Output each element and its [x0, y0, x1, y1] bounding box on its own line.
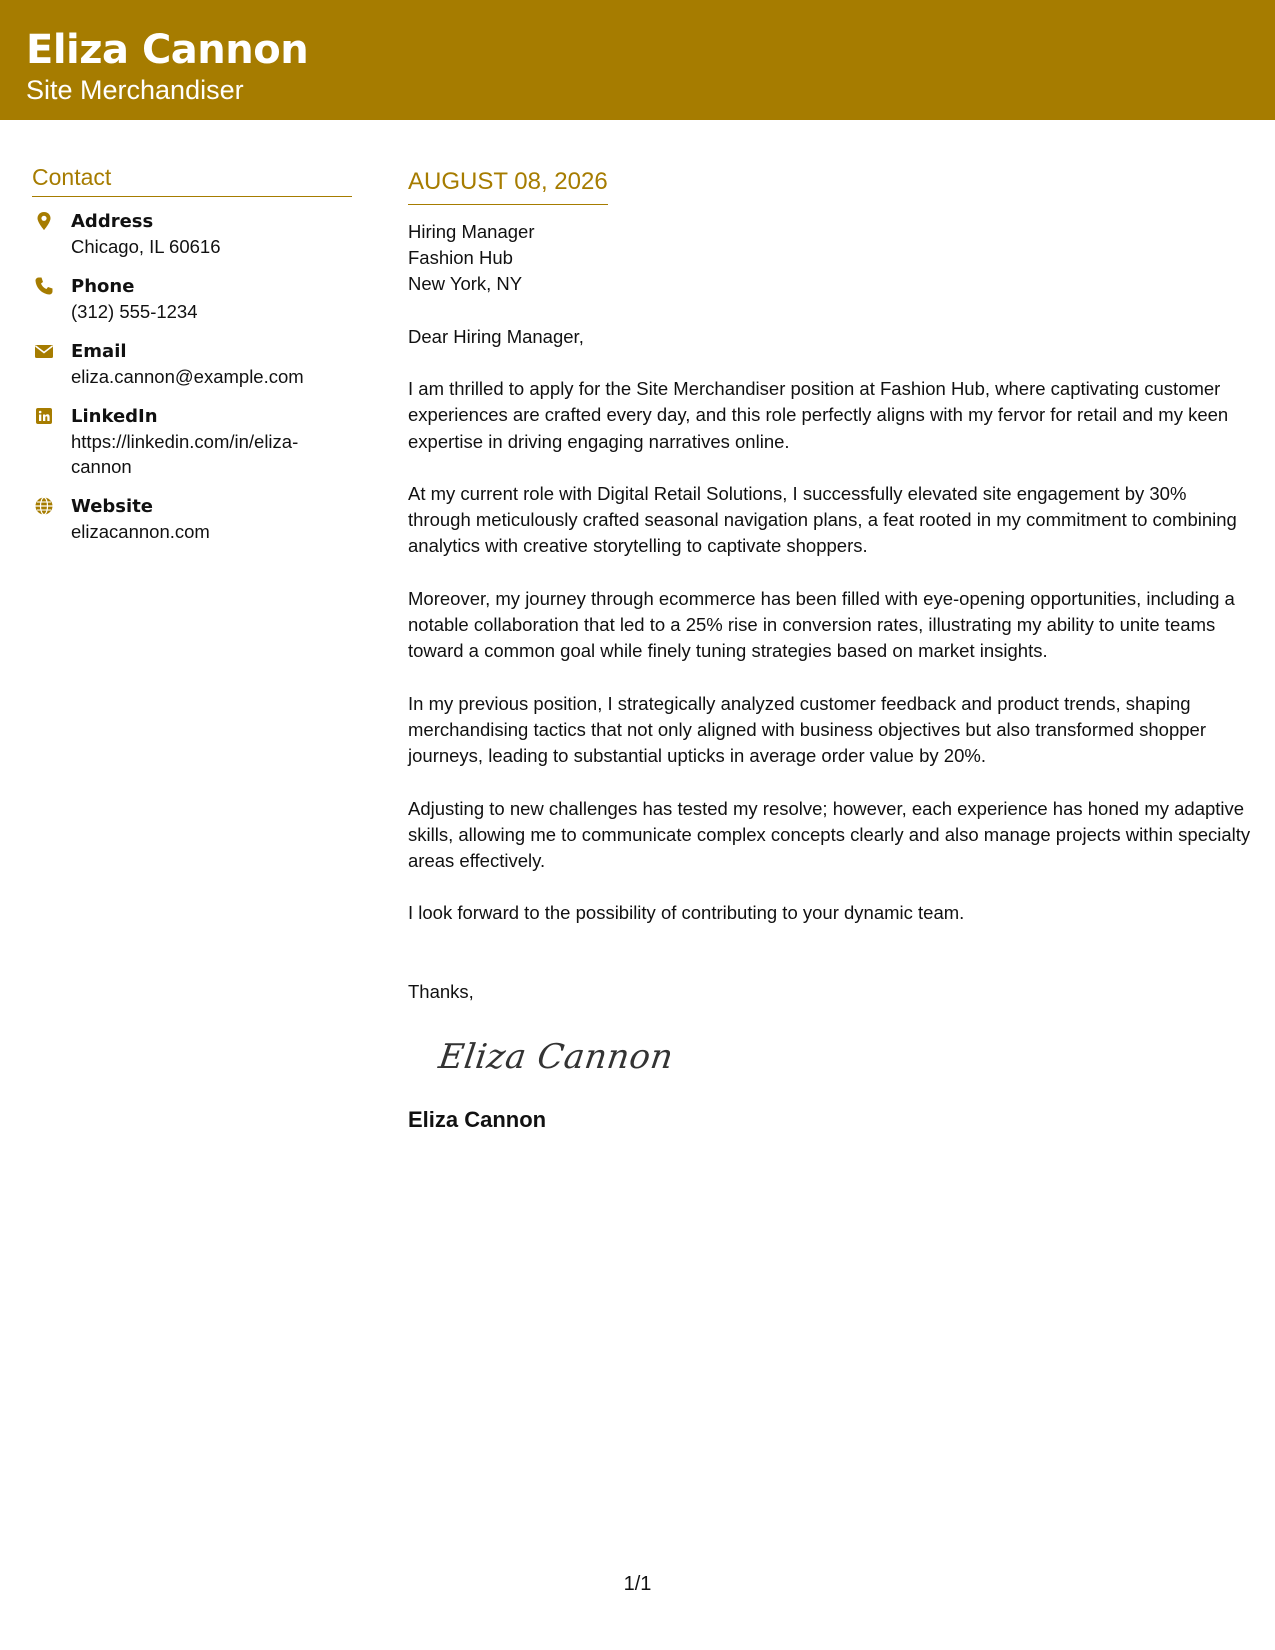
signoff-name: Eliza Cannon: [408, 1106, 547, 1132]
contact-item-linkedin: [32, 404, 352, 479]
letter-date: AUGUST 08, 2026: [408, 164, 608, 205]
letter-body: [408, 164, 1253, 1135]
letter-paragraph: Moreover, my journey through ecommerce has been filled with eye-opening opportunities, including a notable collaboration that led to a 25% rise in conversion rates, illustrating my ability to unite teams toward a common goal while finely tuning strategies based on market insights.: [408, 587, 1235, 662]
recipient-line: Hiring Manager: [408, 221, 535, 242]
contact-value: (312) 555-1234: [71, 301, 198, 322]
handwritten-signature: Eliza Cannon: [436, 1036, 676, 1077]
salutation: Dear Hiring Manager,: [408, 326, 584, 347]
letter-paragraph: At my current role with Digital Retail Solutions, I successfully elevated site engagement by 30% through meticulously crafted seasonal navigation plans, a feat rooted in my commitment to combining analytics with creative storytelling to captivate shoppers.: [408, 482, 1237, 557]
contact-value: eliza.cannon@example.com: [71, 366, 304, 387]
contact-sidebar: [32, 160, 352, 559]
recipient-line: New York, NY: [408, 273, 523, 294]
letter-paragraph: In my previous position, I strategically analyzed customer feedback and product trends, shaping merchandising tactics that not only aligned with business objectives but also transformed shopper journeys, leading to substantial upticks in average order value by 20%.: [408, 692, 1206, 767]
contact-label: Website: [71, 496, 154, 517]
contact-item-address: [32, 209, 352, 259]
globe-icon: [34, 496, 54, 516]
contact-label: Email: [71, 341, 127, 362]
phone-icon: [34, 276, 54, 296]
contact-item-website: [32, 494, 352, 544]
contact-label: Phone: [71, 276, 135, 297]
contact-value: elizacannon.com: [71, 521, 210, 542]
envelope-icon: [34, 341, 54, 361]
contact-item-phone: [32, 274, 352, 324]
applicant-name: Eliza Cannon: [26, 27, 309, 73]
recipient-line: Fashion Hub: [408, 247, 513, 268]
linkedin-icon: [34, 406, 54, 426]
applicant-title: Site Merchandiser: [26, 75, 244, 105]
contact-label: Address: [71, 211, 154, 232]
contact-value: https://linkedin.com/in/eliza-cannon: [71, 431, 299, 477]
contact-label: LinkedIn: [71, 406, 158, 427]
contact-item-email: [32, 339, 352, 389]
contact-value: Chicago, IL 60616: [71, 236, 221, 257]
contact-heading: Contact: [32, 160, 352, 197]
closing: Thanks,: [408, 980, 474, 1002]
map-marker-icon: [34, 211, 54, 231]
recipient-block: [408, 219, 1253, 297]
letter-paragraph: I look forward to the possibility of contributing to your dynamic team.: [408, 902, 965, 924]
page-number: 1/1: [623, 1573, 652, 1595]
letter-paragraph: I am thrilled to apply for the Site Merchandiser position at Fashion Hub, where captivating customer experiences are crafted every day, and this role perfectly aligns with my fervor for retail and my keen expertise in driving engaging narratives online.: [408, 378, 1229, 452]
header-banner: [0, 0, 1275, 120]
letter-paragraph: Adjusting to new challenges has tested my resolve; however, each experience has honed my adaptive skills, allowing me to communicate complex concepts clearly and also manage projects within specialty areas effectively.: [408, 797, 1251, 872]
